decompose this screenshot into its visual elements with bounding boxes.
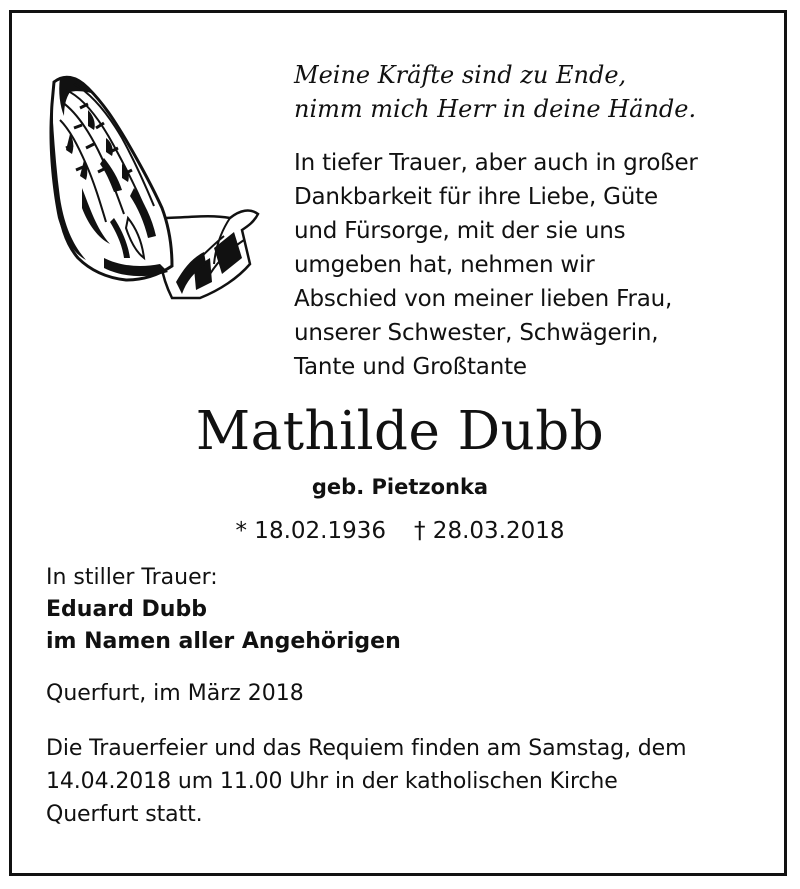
intro-text <box>294 146 698 384</box>
signoff <box>46 562 401 658</box>
verse-line-2: nimm mich Herr in deine Hände. <box>294 95 697 123</box>
verse <box>294 58 696 126</box>
place-date: Querfurt, im März 2018 <box>46 681 304 706</box>
intro-line: und Fürsorge, mit der sie uns <box>294 218 626 244</box>
maiden-name: geb. Pietzonka <box>311 475 489 499</box>
life-dates <box>0 514 800 548</box>
mourner-name: Eduard Dubb <box>46 597 207 622</box>
intro-line: umgeben hat, nehmen wir <box>294 252 595 278</box>
service-line: Die Trauerfeier und das Requiem finden am Samstag, dem <box>46 736 687 761</box>
family-line: im Namen aller Angehörigen <box>46 629 401 654</box>
intro-line: Abschied von meiner lieben Frau, <box>294 286 673 312</box>
intro-line: unserer Schwester, Schwägerin, <box>294 320 659 346</box>
deceased-name: Mathilde Dubb <box>195 401 605 462</box>
death-date: † 28.03.2018 <box>414 518 565 544</box>
signoff-lead: In stiller Trauer: <box>46 565 218 590</box>
intro-line: Dankbarkeit für ihre Liebe, Güte <box>294 184 658 210</box>
service-line: Querfurt statt. <box>46 802 203 827</box>
service-info <box>46 732 686 831</box>
intro-line: Tante und Großtante <box>294 354 527 380</box>
intro-line: In tiefer Trauer, aber auch in großer <box>294 150 698 176</box>
verse-line-1: Meine Kräfte sind zu Ende, <box>294 61 627 89</box>
service-line: 14.04.2018 um 11.00 Uhr in der katholischen Kirche <box>46 769 618 794</box>
birth-date: * 18.02.1936 <box>235 518 386 544</box>
praying-hands-icon <box>44 68 268 300</box>
